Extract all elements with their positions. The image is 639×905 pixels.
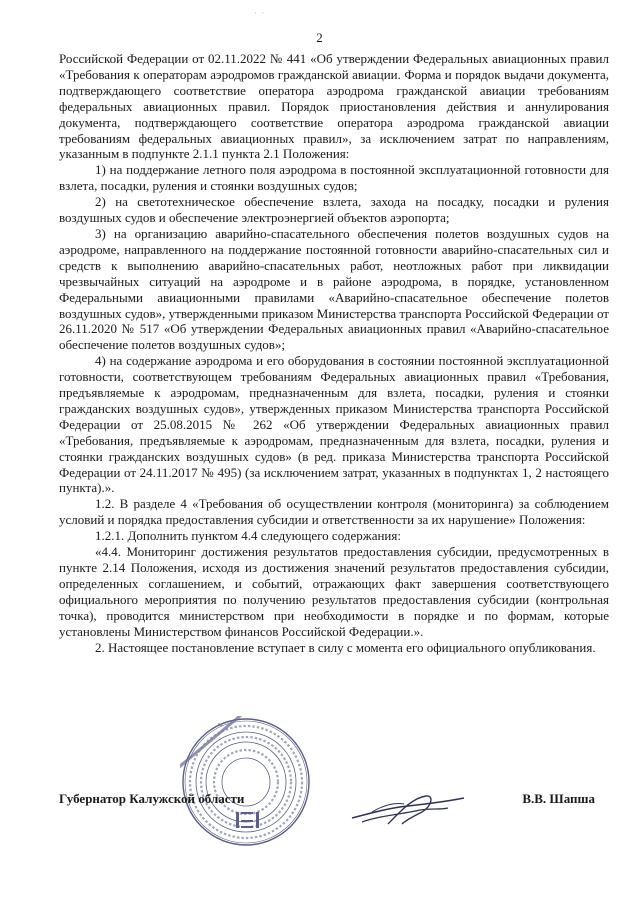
page-number: 2 [316, 30, 323, 45]
scan-mark: · · [254, 8, 266, 18]
paragraph-continuation: Российской Федерации от 02.11.2022 № 441 «Об утверждении Федеральных авиационных правил «Требования к операторам аэродромов гражданской авиации. Форма и порядок выдачи документа, подтверждающего соответствие оператора аэродрома гражданской авиации требованиям федеральных авиационных правил. Порядок приостановления действия и аннулирования документа, подтверждающего соответствие оператора аэродрома гражданской авиации требованиям федеральных авиационных правил», за исключением затрат по направлениям, указанным в подпункте 2.1.1 пункта 2.1 Положения: [59, 51, 609, 162]
paragraph-section-1-2: 1.2. В разделе 4 «Требования об осуществлении контроля (мониторинга) за соблюдением условий и порядка предоставления субсидии и ответственности за их нарушение» Положения: [59, 496, 609, 528]
paragraph-section-1-2-1: 1.2.1. Дополнить пунктом 4.4 следующего содержания: [95, 528, 401, 544]
paragraph-item-3: 3) на организацию аварийно-спасательного обеспечения полетов воздушных судов на аэродроме, направленного на поддержание постоянной готовности аварийно-спасательных сил и средств к выполнению аварийно-спасательных работ, неотложных работ при ликвидации чрезвычайных ситуаций на аэродроме и в районе аэродрома, в порядке, установленном Федеральными авиационными правилами «Аварийно-спасательное обеспечение полетов воздушных судов», утвержденными приказом Министерства транспорта Российской Федерации от 26.11.2020 № 517 «Об утверждении Федеральных авиационных правил «Аварийно-спасательное обеспечение полетов воздушных судов»; [59, 225, 609, 353]
paragraph-item-1: 1) на поддержание летного поля аэродрома в постоянной эксплуатационной готовности для взлета, посадки, руления и стоянки воздушных судов; [59, 162, 609, 194]
signature-block [59, 791, 609, 811]
paragraph-section-4-4: «4.4. Мониторинг достижения результатов предоставления субсидии, предусмотренных в пункте 2.14 Положения, исходя из достижения значений результатов предоставления субсидии, определенных соглашением, и событий, отражающих факт завершения соответствующего официального мероприятия по получению результатов предоставления субсидии (контрольная точка), проводится министерством при необходимости в порядке и по формам, которые установлены Министерством финансов Российской Федерации.». [59, 544, 609, 639]
paragraph-item-2: 2) на светотехническое обеспечение взлета, захода на посадку, посадки и руления воздушных судов и обеспечение электроэнергией объектов аэропорта; [59, 194, 609, 226]
handwritten-signature [348, 788, 468, 832]
signatory-role: Губернатор Калужской области [59, 791, 245, 806]
paragraph-section-2: 2. Настоящее постановление вступает в силу с момента его официального опубликования. [95, 639, 596, 655]
official-seal [180, 716, 312, 848]
paragraph-item-4: 4) на содержание аэродрома и его оборудования в состоянии постоянной эксплуатационной готовности, соответствующем требованиям Федеральных авиационных правил «Требования, предъявляемые к аэродромам, предназначенным для взлета, посадки, руления и стоянки гражданских воздушных судов», утвержденных приказом Министерства транспорта Российской Федерации от 25.08.2015 № 262 «Об утверждении Федеральных авиационных правил «Требования, предъявляемые к аэродромам, предназначенным для взлета, посадки, руления и стоянки гражданских воздушных судов» (в ред. приказа Министерства транспорта Российской Федерации от 24.11.2017 № 495) (за исключением затрат, указанных в подпунктах 1, 2 настоящего пункта).». [59, 353, 609, 496]
document-body [59, 51, 609, 655]
signatory-name: В.В. Шапша [522, 791, 595, 806]
